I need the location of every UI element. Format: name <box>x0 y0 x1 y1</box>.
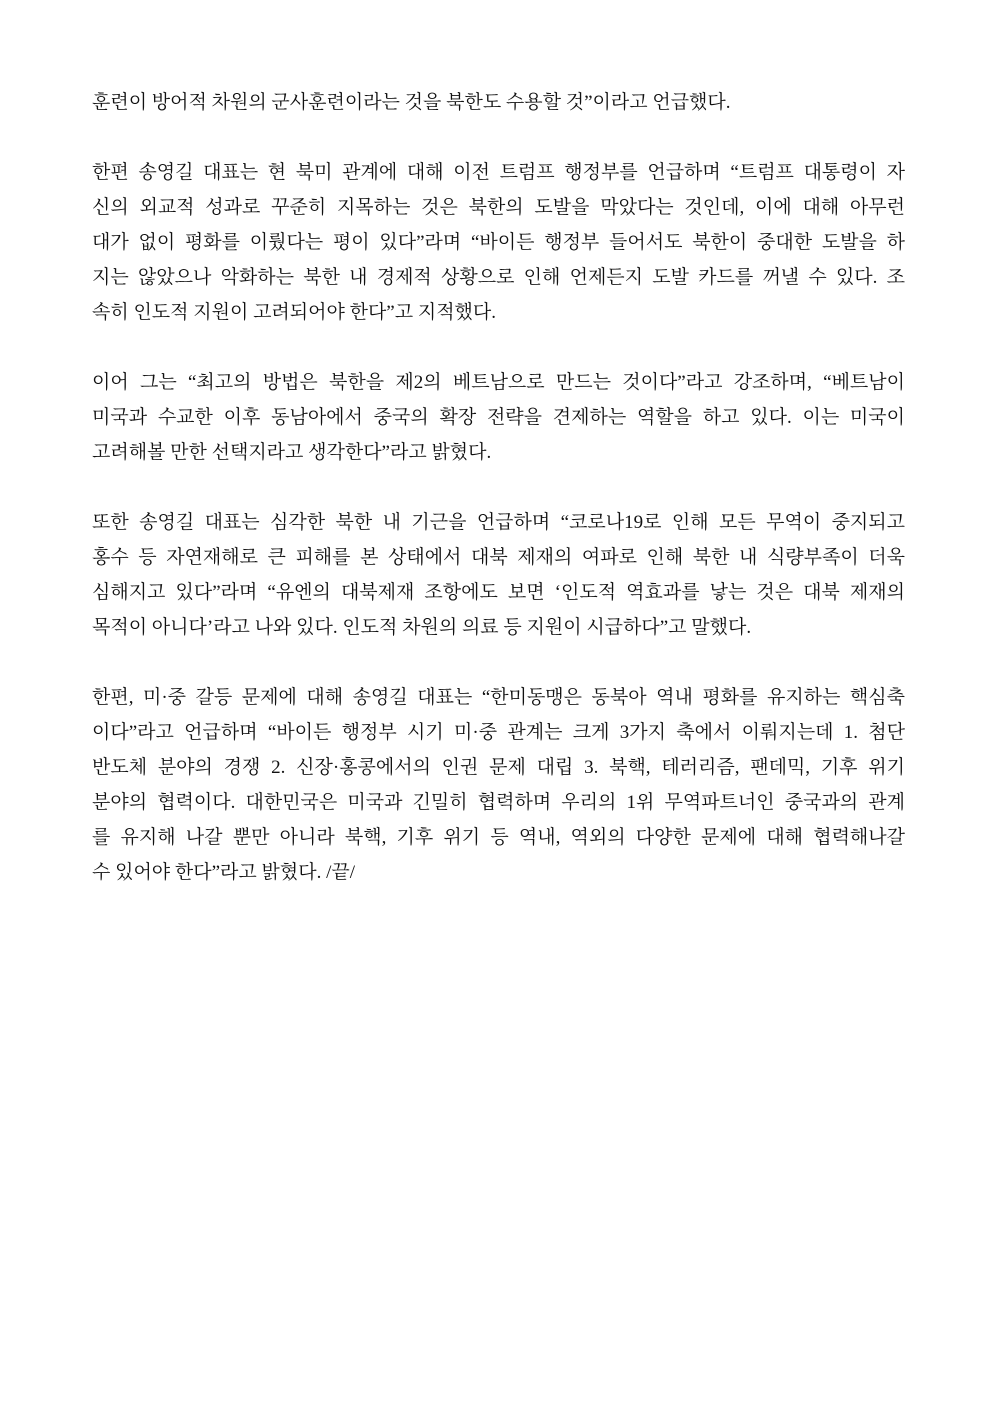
text-line: 홍수 등 자연재해로 큰 피해를 본 상태에서 대북 제재의 여파로 인해 북한 내 식량부족이 더욱 <box>92 547 905 568</box>
text-line: 심해지고 있다”라며 “유엔의 대북제재 조항에도 보면 ‘인도적 역효과를 낳는 것은 대북 제재의 <box>92 582 905 603</box>
text-line: 대가 없이 평화를 이뤘다는 평이 있다”라며 “바이든 행정부 들어서도 북한이 중대한 도발을 하 <box>92 232 905 253</box>
paragraph-2 <box>92 155 905 330</box>
text-line: 한편 송영길 대표는 현 북미 관계에 대해 이전 트럼프 행정부를 언급하며 “트럼프 대통령이 자 <box>92 162 905 183</box>
text-line: 수 있어야 한다”라고 밝혔다. /끝/ <box>92 862 355 883</box>
text-line: 훈련이 방어적 차원의 군사훈련이라는 것을 북한도 수용할 것”이라고 언급했다. <box>92 92 731 113</box>
text-line: 속히 인도적 지원이 고려되어야 한다”고 지적했다. <box>92 302 497 323</box>
paragraph-4 <box>92 505 905 645</box>
paragraph-3 <box>92 365 905 470</box>
text-line: 이어 그는 “최고의 방법은 북한을 제2의 베트남으로 만드는 것이다”라고 강조하며, “베트남이 <box>92 372 905 393</box>
text-line: 반도체 분야의 경쟁 2. 신장·홍콩에서의 인권 문제 대립 3. 북핵, 테러리즘, 팬데믹, 기후 위기 <box>92 757 905 778</box>
text-line: 신의 외교적 성과로 꾸준히 지목하는 것은 북한의 도발을 막았다는 것인데, 이에 대해 아무런 <box>92 197 905 218</box>
text-line: 미국과 수교한 이후 동남아에서 중국의 확장 전략을 견제하는 역할을 하고 있다. 이는 미국이 <box>92 407 905 428</box>
text-line: 또한 송영길 대표는 심각한 북한 내 기근을 언급하며 “코로나19로 인해 모든 무역이 중지되고 <box>92 512 905 533</box>
text-line: 를 유지해 나갈 뿐만 아니라 북핵, 기후 위기 등 역내, 역외의 다양한 문제에 대해 협력해나갈 <box>92 827 905 848</box>
text-line: 한편, 미·중 갈등 문제에 대해 송영길 대표는 “한미동맹은 동북아 역내 평화를 유지하는 핵심축 <box>92 687 905 708</box>
paragraph-1 <box>92 85 905 120</box>
text-line: 지는 않았으나 악화하는 북한 내 경제적 상황으로 인해 언제든지 도발 카드를 꺼낼 수 있다. 조 <box>92 267 905 288</box>
text-line: 이다”라고 언급하며 “바이든 행정부 시기 미·중 관계는 크게 3가지 축에서 이뤄지는데 1. 첨단 <box>92 722 905 743</box>
text-line: 분야의 협력이다. 대한민국은 미국과 긴밀히 협력하며 우리의 1위 무역파트너인 중국과의 관계 <box>92 792 905 813</box>
text-line: 고려해볼 만한 선택지라고 생각한다”라고 밝혔다. <box>92 442 492 463</box>
paragraph-5 <box>92 680 905 890</box>
text-line: 목적이 아니다’라고 나와 있다. 인도적 차원의 의료 등 지원이 시급하다”고 말했다. <box>92 617 752 638</box>
